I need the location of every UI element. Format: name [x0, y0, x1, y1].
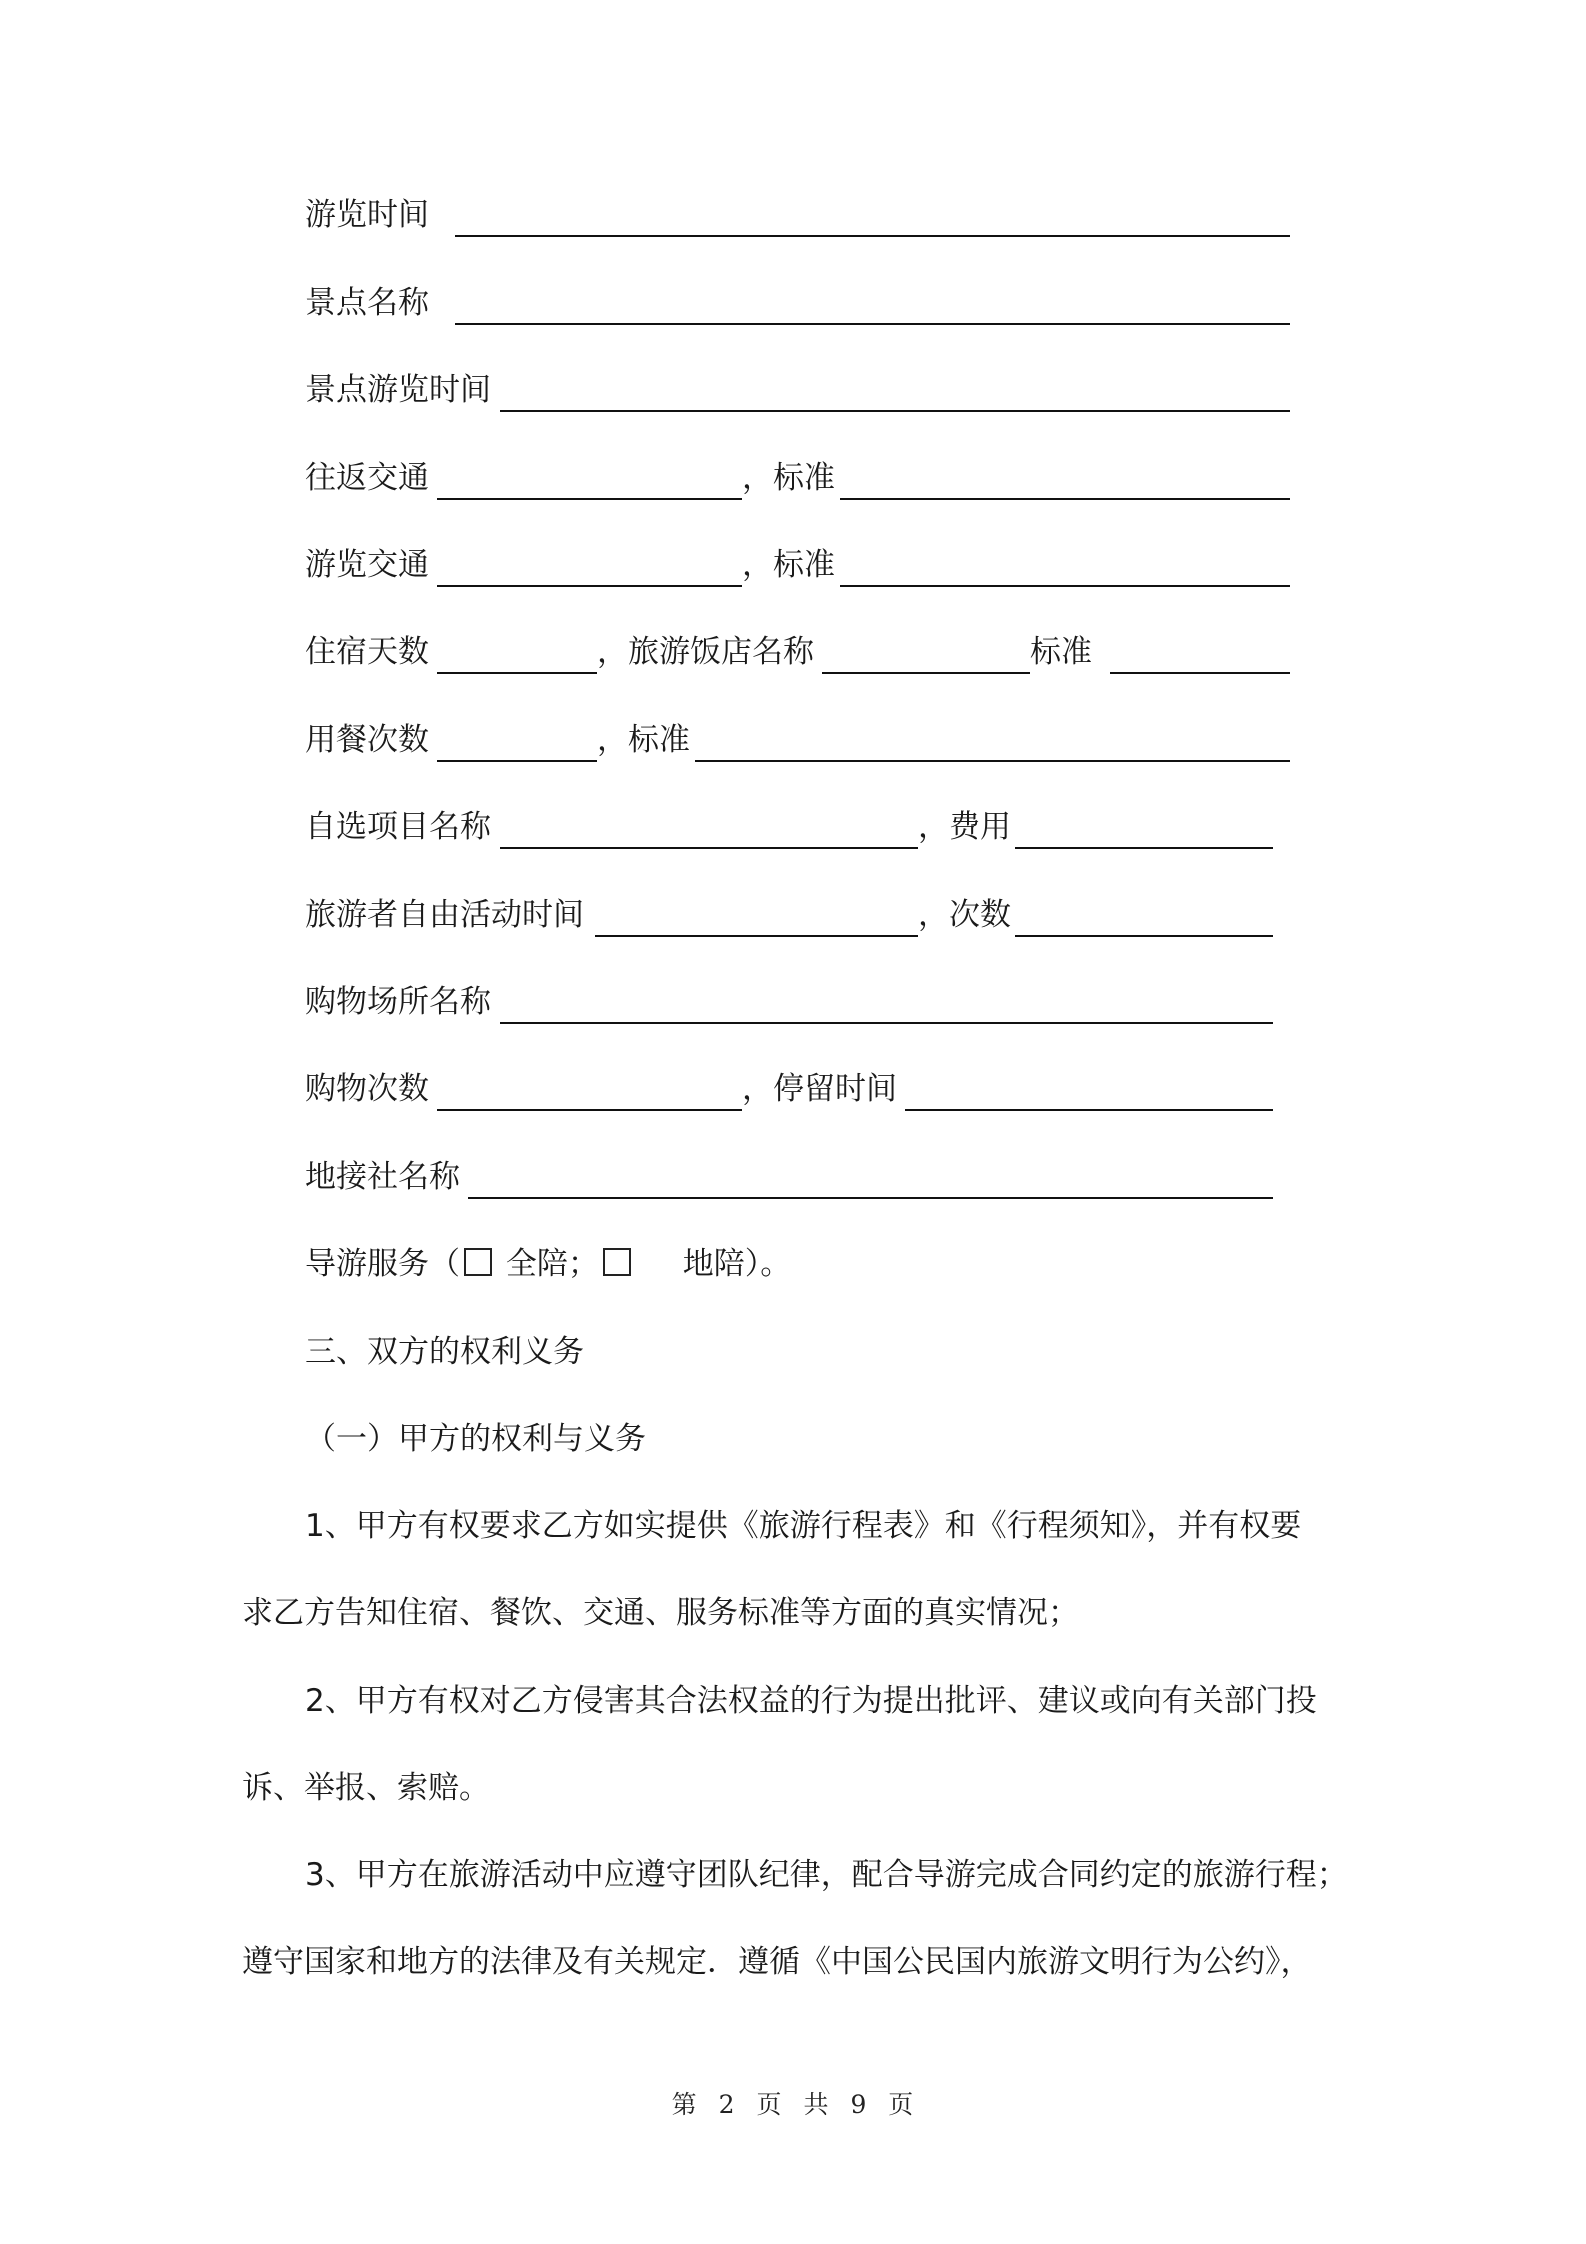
- label-fee: ，费用: [918, 809, 1011, 845]
- blank-lodging-days[interactable]: [437, 672, 597, 674]
- blank-shop-name[interactable]: [500, 1022, 1273, 1024]
- label-free-time: 旅游者自由活动时间: [305, 897, 584, 933]
- label-meal-count: 用餐次数: [305, 722, 429, 758]
- blank-standard-2[interactable]: [840, 585, 1290, 587]
- footer-ye-1: 页: [756, 2090, 783, 2119]
- footer-total-pages: 9: [850, 2090, 868, 2119]
- label-lodging-days: 住宿天数: [305, 634, 429, 670]
- paragraph-item-1-line-2: 求乙方告知住宿、餐饮、交通、服务标准等方面的真实情况；: [242, 1595, 1079, 1631]
- blank-local-agency[interactable]: [468, 1197, 1273, 1199]
- label-tour-transport: 游览交通: [305, 547, 429, 583]
- label-hotel-name: ，旅游饭店名称: [597, 634, 814, 670]
- label-spot-name: 景点名称: [305, 285, 429, 321]
- paragraph-item-1-line-1: 1、甲方有权要求乙方如实提供《旅游行程表》和《行程须知》，并有权要: [305, 1508, 1302, 1544]
- guide-service-row: [305, 1244, 791, 1284]
- label-optional-item: 自选项目名称: [305, 809, 491, 845]
- blank-times[interactable]: [1015, 935, 1273, 937]
- checkbox-full-escort[interactable]: [464, 1248, 492, 1276]
- blank-round-trip-transport[interactable]: [437, 498, 742, 500]
- blank-standard-1[interactable]: [840, 498, 1290, 500]
- label-standard-3: 标准: [1030, 634, 1092, 670]
- label-guide-service: 导游服务（: [305, 1246, 460, 1282]
- blank-spot-name[interactable]: [455, 323, 1290, 325]
- blank-meal-count[interactable]: [437, 760, 597, 762]
- label-full-escort: 全陪；: [505, 1246, 599, 1282]
- label-shop-count: 购物次数: [305, 1071, 429, 1107]
- footer-page-number: 2: [718, 2090, 736, 2119]
- label-shop-name: 购物场所名称: [305, 984, 491, 1020]
- label-spot-visit-time: 景点游览时间: [305, 372, 491, 408]
- checkbox-local-escort[interactable]: [603, 1248, 631, 1276]
- blank-stay-time[interactable]: [905, 1109, 1273, 1111]
- label-round-trip-transport: 往返交通: [305, 460, 429, 496]
- label-visit-time: 游览时间: [305, 197, 429, 233]
- label-standard-1: ，标准: [742, 460, 835, 496]
- paragraph-item-2-line-1: 2、甲方有权对乙方侵害其合法权益的行为提出批评、建议或向有关部门投: [305, 1683, 1317, 1719]
- label-times: ，次数: [918, 897, 1011, 933]
- paragraph-item-2-line-2: 诉、举报、索赔。: [242, 1770, 490, 1806]
- paragraph-item-3-line-1: 3、甲方在旅游活动中应遵守团队纪律，配合导游完成合同约定的旅游行程；: [305, 1857, 1348, 1893]
- label-local-agency: 地接社名称: [305, 1159, 460, 1195]
- footer-gong: 共: [803, 2090, 830, 2119]
- blank-spot-visit-time[interactable]: [500, 410, 1290, 412]
- section-heading-rights: 三、双方的权利义务: [305, 1334, 584, 1370]
- subsection-heading-party-a: （一）甲方的权利与义务: [305, 1421, 646, 1457]
- blank-free-time[interactable]: [595, 935, 918, 937]
- label-standard-4: ，标准: [597, 722, 690, 758]
- label-standard-2: ，标准: [742, 547, 835, 583]
- blank-fee[interactable]: [1015, 847, 1273, 849]
- footer-ye-2: 页: [888, 2090, 915, 2119]
- blank-standard-4[interactable]: [695, 760, 1290, 762]
- blank-standard-3[interactable]: [1110, 672, 1290, 674]
- blank-optional-item[interactable]: [500, 847, 918, 849]
- blank-hotel-name[interactable]: [822, 672, 1030, 674]
- footer-di: 第: [671, 2090, 698, 2119]
- blank-shop-count[interactable]: [437, 1109, 742, 1111]
- paragraph-item-3-line-2: 遵守国家和地方的法律及有关规定．遵循《中国公民国内旅游文明行为公约》，: [242, 1944, 1312, 1980]
- blank-visit-time[interactable]: [455, 235, 1290, 237]
- blank-tour-transport[interactable]: [437, 585, 742, 587]
- label-stay-time: ，停留时间: [742, 1071, 897, 1107]
- label-local-escort: 地陪）。: [682, 1246, 792, 1282]
- page-footer: [0, 2085, 1586, 2121]
